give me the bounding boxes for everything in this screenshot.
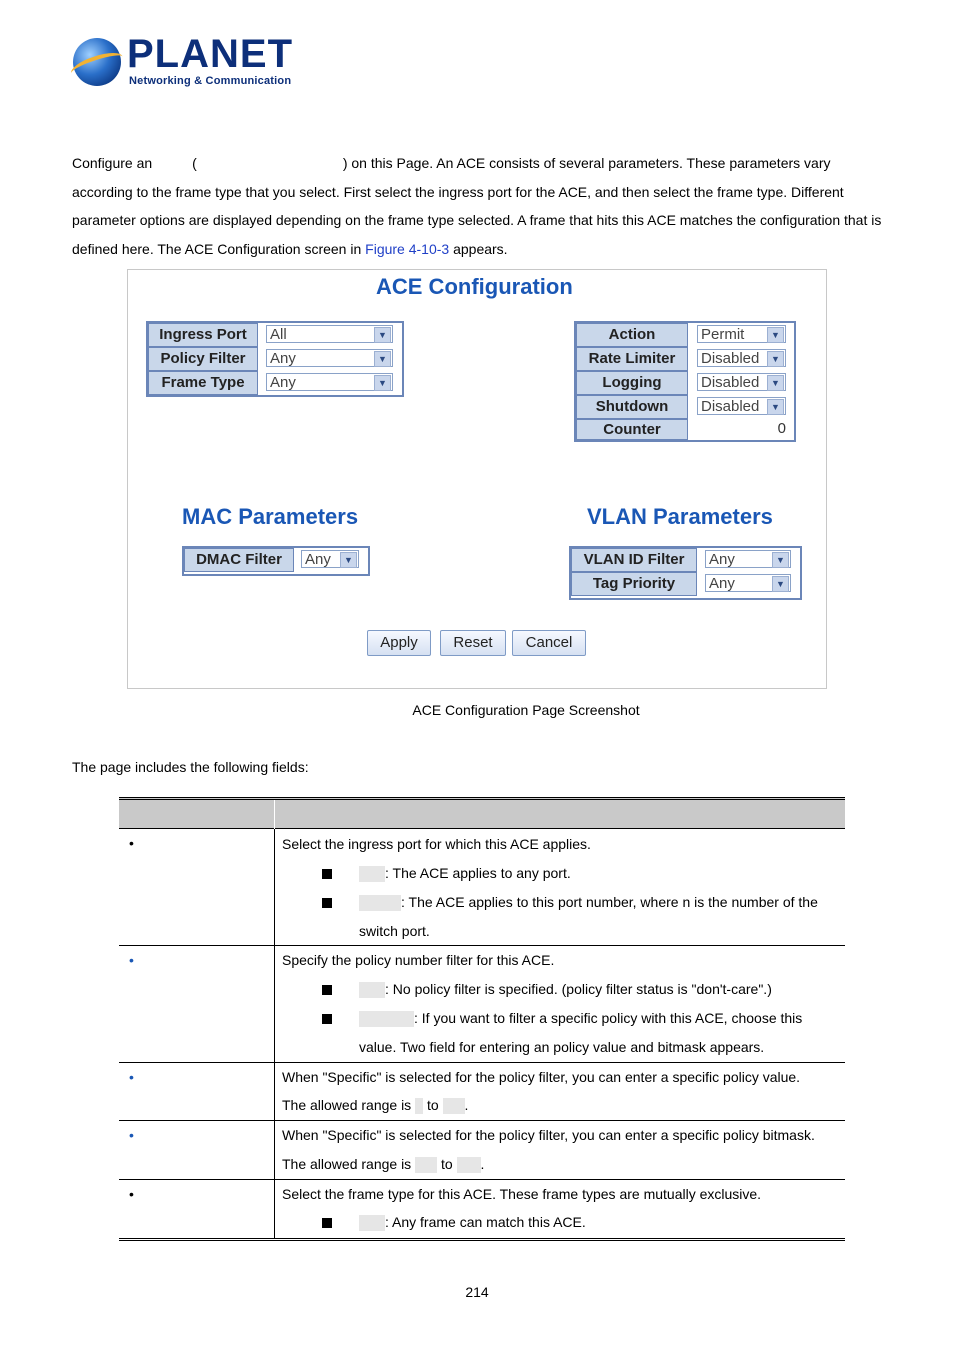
dmac-filter-row <box>184 548 368 572</box>
square-bullet-icon <box>322 1218 332 1228</box>
intro-text-3: ) on this Page. An ACE consists of several parameters. These parameters vary according to the frame type that you select. First select the ingress port for the ACE, and then select the frame type. Different parameter options are displayed depending on the frame type selected. A frame that hits this ACE matches the configuration that is defined here. The ACE Configuration screen in <box>72 155 882 258</box>
planet-logo-tagline: Networking & Communication <box>129 75 292 87</box>
table-header <box>119 797 845 829</box>
chevron-down-icon: ▼ <box>374 327 391 343</box>
vlan-id-filter-label: VLAN ID Filter <box>571 548 697 572</box>
logging-label: Logging <box>576 371 688 395</box>
intro-paragraph <box>72 149 882 264</box>
page-number: 214 <box>465 1284 489 1300</box>
intro-text-2: ( <box>192 155 197 171</box>
figure-caption: ACE Configuration Page Screenshot <box>412 702 640 718</box>
square-bullet-icon <box>322 898 332 908</box>
row-bullet: • <box>129 1069 134 1085</box>
action-row <box>576 323 794 347</box>
mac-parameters-title: MAC Parameters <box>182 504 359 529</box>
table-row <box>119 946 845 1063</box>
shutdown-select[interactable]: Disabled ▼ <box>697 397 786 415</box>
row-range: The allowed range is to . <box>282 1156 485 1172</box>
vlan-params-table <box>569 546 802 600</box>
row-bullet: • <box>129 952 134 968</box>
action-config-table <box>574 321 796 442</box>
fields-intro: The page includes the following fields: <box>72 759 309 775</box>
chevron-down-icon: ▼ <box>374 351 391 367</box>
rate-limiter-label: Rate Limiter <box>576 347 688 371</box>
chevron-down-icon: ▼ <box>772 552 789 568</box>
tag-priority-select[interactable]: Any ▼ <box>705 574 791 592</box>
chevron-down-icon: ▼ <box>340 552 357 568</box>
square-bullet-icon <box>322 1014 332 1024</box>
row-desc: When "Specific" is selected for the policy filter, you can enter a specific policy bitmask. <box>282 1127 815 1143</box>
row-bullet: • <box>129 835 134 851</box>
counter-value: 0 <box>777 420 786 437</box>
row-bullet: • <box>129 1127 134 1143</box>
vlan-id-filter-select[interactable]: Any ▼ <box>705 550 791 568</box>
dmac-filter-label: DMAC Filter <box>184 548 294 572</box>
ingress-port-row <box>148 323 402 347</box>
shutdown-label: Shutdown <box>576 395 688 419</box>
frame-type-select[interactable]: Any ▼ <box>266 373 393 391</box>
reset-button[interactable]: Reset <box>440 630 506 656</box>
chevron-down-icon: ▼ <box>374 375 391 391</box>
counter-row <box>576 419 794 440</box>
frame-type-label: Frame Type <box>148 371 258 395</box>
tag-priority-label: Tag Priority <box>571 572 697 596</box>
rate-limiter-select[interactable]: Disabled ▼ <box>697 349 786 367</box>
row-desc: When "Specific" is selected for the policy filter, you can enter a specific policy value. <box>282 1069 801 1085</box>
square-bullet-icon <box>322 869 332 879</box>
square-bullet-icon <box>322 985 332 995</box>
intro-text-1: Configure an <box>72 155 153 171</box>
row-option: : Any frame can match this ACE. <box>359 1208 586 1237</box>
tag-priority-row <box>571 572 800 596</box>
figure-link[interactable]: Figure 4-10-3 <box>365 241 450 258</box>
row-option: : If you want to filter a specific policy with this ACE, choose this <box>359 1004 802 1033</box>
chevron-down-icon: ▼ <box>767 375 784 391</box>
vlan-id-filter-row <box>571 548 800 572</box>
cancel-button[interactable]: Cancel <box>512 630 586 656</box>
row-desc: Select the frame type for this ACE. These frame types are mutually exclusive. <box>282 1186 762 1202</box>
rate-limiter-row <box>576 347 794 371</box>
intro-text-4: appears. <box>453 241 508 258</box>
row-desc: Select the ingress port for which this ACE applies. <box>282 836 591 852</box>
chevron-down-icon: ▼ <box>767 399 784 415</box>
policy-filter-label: Policy Filter <box>148 347 258 371</box>
row-option: : The ACE applies to this port number, where n is the number of the <box>359 888 818 917</box>
shutdown-row <box>576 395 794 419</box>
table-row <box>119 1063 845 1121</box>
action-select[interactable]: Permit ▼ <box>697 325 786 343</box>
table-row <box>119 1121 845 1180</box>
policy-filter-row <box>148 347 402 371</box>
row-desc: Specify the policy number filter for this ACE. <box>282 952 555 968</box>
row-option-cont: value. Two field for entering an policy value and bitmask appears. <box>359 1039 765 1055</box>
row-option: : The ACE applies to any port. <box>359 859 571 888</box>
table-row <box>119 1180 845 1241</box>
row-option: : No policy filter is specified. (policy filter status is "don't-care".) <box>359 975 772 1004</box>
row-range: The allowed range is to . <box>282 1097 469 1113</box>
logging-select[interactable]: Disabled ▼ <box>697 373 786 391</box>
planet-logo-text: PLANET <box>127 32 293 76</box>
ingress-port-label: Ingress Port <box>148 323 258 347</box>
mac-params-table <box>182 546 370 576</box>
apply-button[interactable]: Apply <box>367 630 431 656</box>
port-config-table <box>146 321 404 397</box>
frame-type-row <box>148 371 402 395</box>
counter-label: Counter <box>576 419 688 440</box>
action-label: Action <box>576 323 688 347</box>
row-bullet: • <box>129 1186 134 1202</box>
ingress-port-select[interactable]: All ▼ <box>266 325 393 343</box>
dmac-filter-select[interactable]: Any ▼ <box>301 550 359 568</box>
chevron-down-icon: ▼ <box>767 351 784 367</box>
ace-config-title: ACE Configuration <box>376 274 573 299</box>
chevron-down-icon: ▼ <box>772 576 789 592</box>
table-row <box>119 829 845 946</box>
vlan-parameters-title: VLAN Parameters <box>587 504 773 529</box>
chevron-down-icon: ▼ <box>767 327 784 343</box>
logging-row <box>576 371 794 395</box>
row-option-cont: switch port. <box>359 923 430 939</box>
policy-filter-select[interactable]: Any ▼ <box>266 349 393 367</box>
